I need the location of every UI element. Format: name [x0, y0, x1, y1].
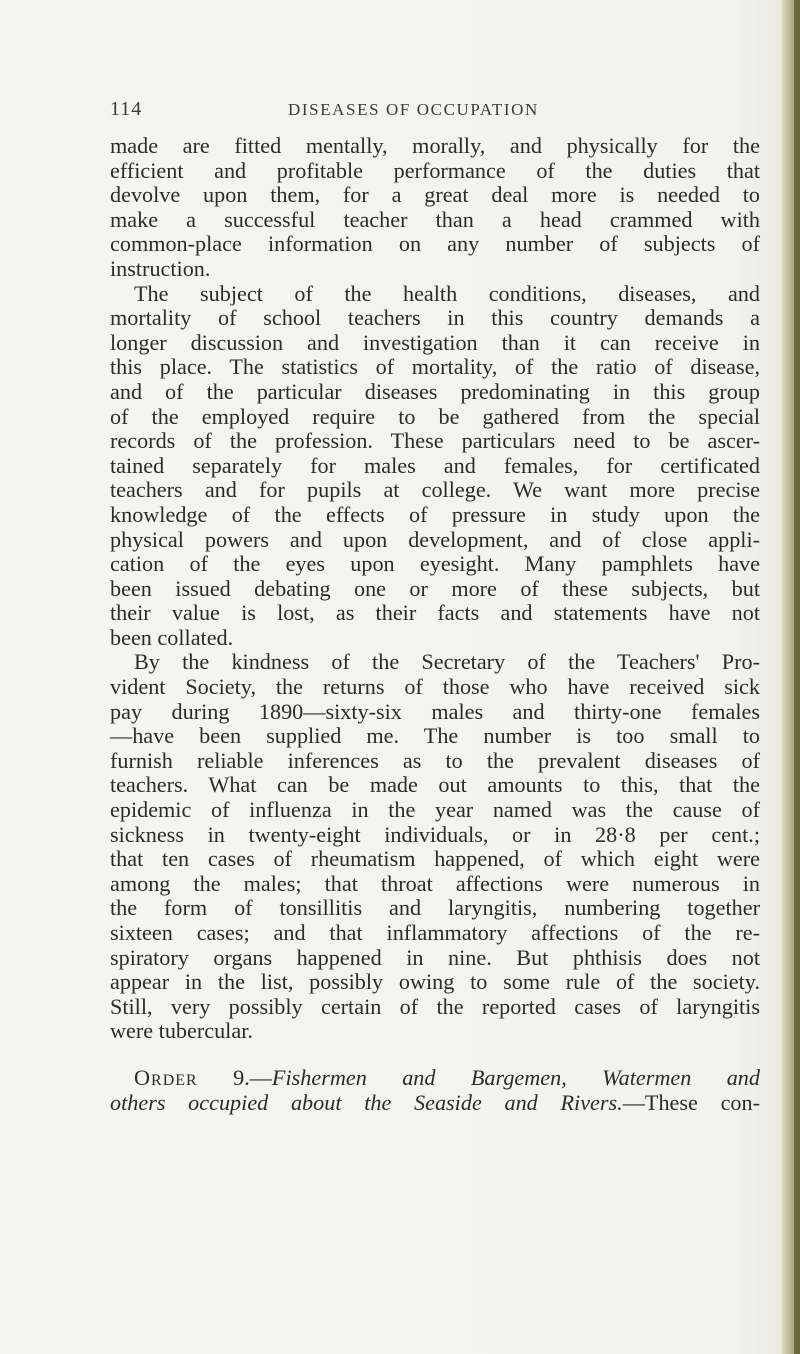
text-line: sickness in twenty-eight individuals, or in 28·8 per cent.;: [110, 821, 760, 847]
text-line: tained separately for males and females, for certificated: [110, 452, 760, 478]
text-line: —have been supplied me. The number is too small to: [110, 723, 760, 749]
text-line: teachers. What can be made out amounts to this, that the: [110, 772, 760, 798]
paragraph-3: [110, 650, 760, 1044]
paragraph-1: [110, 134, 760, 282]
text-line: efficient and profitable performance of the duties that: [110, 157, 760, 183]
order-heading-line-2: [110, 1091, 760, 1116]
text-line: teachers and for pupils at college. We want more precise: [110, 477, 760, 503]
page-number: 114: [110, 98, 143, 120]
text-line: of the employed require to be gathered from the special: [110, 403, 760, 429]
text-line: appear in the list, possibly owing to some rule of the society.: [110, 969, 760, 995]
text-line: records of the profession. These particulars need to be ascer-: [110, 428, 760, 454]
text-line: common-place information on any number of subjects of: [110, 231, 760, 257]
body-text: [110, 134, 760, 1115]
text-line: mortality of school teachers in this country demands a: [110, 305, 760, 331]
page-header: [110, 98, 750, 128]
text-line: made are fitted mentally, morally, and physically for the: [110, 133, 760, 158]
text-line: epidemic of influenza in the year named was the cause of: [110, 797, 760, 823]
order-text-start: —These con-: [622, 1089, 760, 1115]
text-line: make a successful teacher than a head crammed with: [110, 206, 760, 232]
order-heading-line: [110, 1066, 760, 1091]
text-line: vident Society, the returns of those who have received sick: [110, 674, 760, 700]
text-line: Still, very possibly certain of the reported cases of laryngitis: [110, 993, 760, 1019]
text-line: physical powers and upon development, and of close appli-: [110, 526, 760, 552]
order-number: 9.—: [233, 1064, 272, 1090]
text-line: cation of the eyes upon eyesight. Many pamphlets have: [110, 551, 760, 577]
text-line: among the males; that throat affections were numerous in: [110, 870, 760, 896]
order-title-continued: others occupied about the Seaside and Rivers.: [110, 1089, 623, 1115]
text-line: that ten cases of rheumatism happened, of which eight were: [110, 846, 760, 872]
text-line: been issued debating one or more of these subjects, but: [110, 575, 760, 601]
text-line: pay during 1890—sixty-six males and thirty-one females: [110, 698, 760, 724]
text-line: the form of tonsillitis and laryngitis, numbering together: [110, 895, 760, 921]
text-line: devolve upon them, for a great deal more is needed to: [110, 182, 760, 208]
text-line: longer discussion and investigation than it can receive in: [110, 329, 760, 355]
order-title: Fishermen and Bargemen, Watermen and: [271, 1064, 760, 1090]
text-line: The subject of the health conditions, diseases, and: [134, 280, 760, 306]
text-line: furnish reliable inferences as to the prevalent diseases of: [110, 747, 760, 773]
text-line: instruction.: [110, 255, 211, 281]
text-line: By the kindness of the Secretary of the Teachers' Pro-: [134, 649, 760, 675]
section-gap: [110, 1044, 760, 1066]
order-label: Order: [134, 1064, 198, 1090]
running-head: DISEASES OF OCCUPATION: [288, 100, 539, 119]
order-section: [110, 1066, 760, 1115]
text-line: spiratory organs happened in nine. But phthisis does not: [110, 944, 760, 970]
text-line: been collated.: [110, 624, 234, 650]
text-line: this place. The statistics of mortality, of the ratio of disease,: [110, 354, 760, 380]
text-line: sixteen cases; and that inflammatory affections of the re-: [110, 920, 760, 945]
paragraph-2: [110, 282, 760, 651]
text-line: and of the particular diseases predominating in this group: [110, 378, 760, 404]
text-line: their value is lost, as their facts and statements have not: [110, 600, 760, 626]
text-line: were tubercular.: [110, 1018, 253, 1044]
book-binding-edge: [794, 0, 800, 1354]
text-line: knowledge of the effects of pressure in study upon the: [110, 501, 760, 527]
